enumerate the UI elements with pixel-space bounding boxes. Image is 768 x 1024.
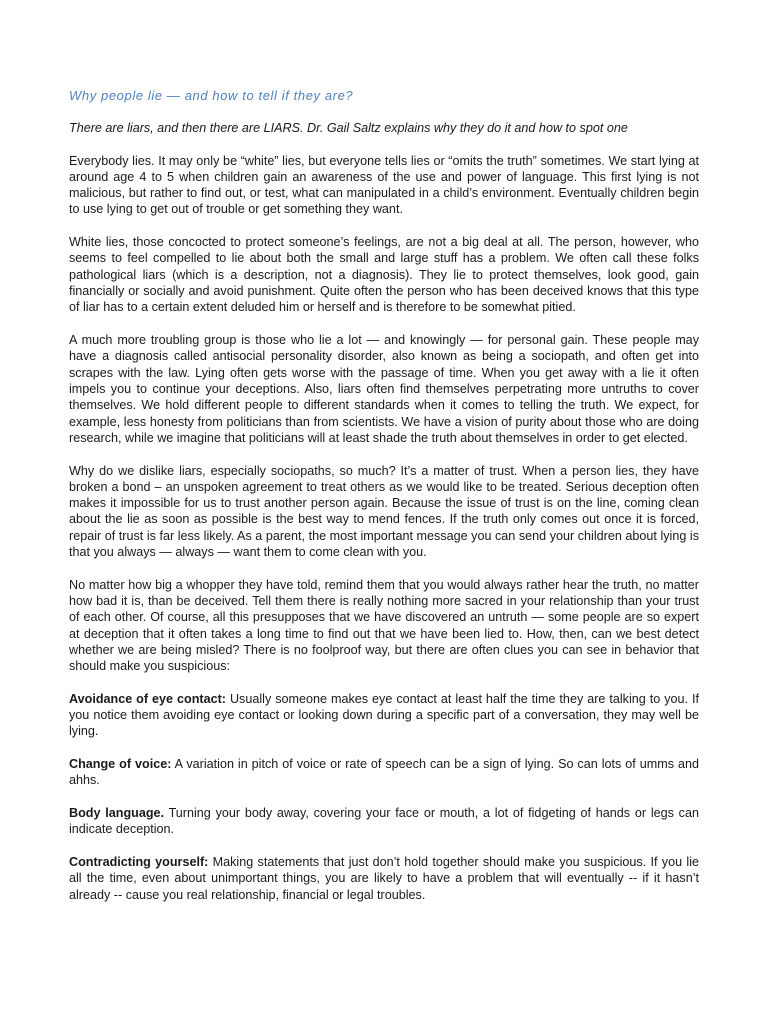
body-paragraph: White lies, those concocted to protect someone’s feelings, are not a big deal at all. The person, however, who seems to feel compelled to lie about both the small and large stuff has a problem. We often call these folks pathological liars (which is a description, not a diagnosis). They lie to protect themselves, look good, gain financially or socially and avoid punishment. Quite often the person who has been deceived knows that this type of liar has to a certain extent deluded him or herself and is therefore to be somewhat pitied. <box>69 235 699 315</box>
sign-term: Avoidance of eye contact: <box>69 691 226 706</box>
document-page <box>69 88 699 919</box>
body-paragraph: Everybody lies. It may only be “white” lies, but everyone tells lies or “omits the truth” sometimes. We start lying at around age 4 to 5 when children gain an awareness of the use and power of language. This first lying is not malicious, but rather to find out, or test, what can manipulated in a child’s environment. Eventually children begin to use lying to get out of trouble or get something they want. <box>69 153 699 217</box>
sign-paragraph <box>69 691 699 740</box>
subtitle: There are liars, and then there are LIARS. Dr. Gail Saltz explains why they do it and how to spot one <box>69 121 628 136</box>
sign-term: Change of voice: <box>69 757 172 772</box>
page-title: Why people lie — and how to tell if they are? <box>69 88 354 103</box>
sign-term: Body language. <box>69 806 165 821</box>
body-paragraph: No matter how big a whopper they have told, remind them that you would always rather hear the truth, no matter how bad it is, than be deceived. Tell them there is really nothing more sacred in your relationship than your trust of each other. Of course, all this presupposes that we have discovered an untruth — some people are so expert at deception that it often takes a long time to find out that we have been lied to. How, then, can we best detect whether we are being misled? There is no foolproof way, but there are often clues you can see in behavior that should make you suspicious: <box>69 577 699 674</box>
sign-text: Turning your body away, covering your face or mouth, a lot of fidgeting of hands or legs can indicate deception. <box>69 806 699 837</box>
sign-paragraph <box>69 854 699 903</box>
sign-term: Contradicting yourself: <box>69 855 209 870</box>
body-paragraph: Why do we dislike liars, especially sociopaths, so much? It’s a matter of trust. When a person lies, they have broken a bond – an unspoken agreement to treat others as we would like to be treated. Serious deception often makes it impossible for us to trust another person again. Because the issue of trust is on the line, coming clean about the lie as soon as possible is the best way to mend fences. If the truth only comes out once it is forced, repair of trust is far less likely. As a parent, the most important message you can send your children about lying is that you always — always — want them to come clean with you. <box>69 463 699 559</box>
body-paragraph: A much more troubling group is those who lie a lot — and knowingly — for personal gain. These people may have a diagnosis called antisocial personality disorder, also known as being a sociopath, and often get into scrapes with the law. Lying often gets worse with the passage of time. When you get away with a lie it often impels you to continue your deceptions. Also, liars often find themselves perpetrating more untruths to cover themselves. We hold different people to different standards when it comes to telling the truth. We expect, for example, less honesty from politicians than from scientists. We have a vision of purity about those who are doing research, while we imagine that politicians will at least shade the truth about themselves in order to get elected. <box>69 333 699 445</box>
sign-text: Making statements that just don’t hold together should make you suspicious. If you lie all the time, even about unimportant things, you are likely to have a problem that will eventually -- if it hasn’t already -- cause you real relationship, financial or legal troubles. <box>69 855 699 902</box>
sign-paragraph <box>69 805 699 838</box>
sign-paragraph <box>69 756 699 789</box>
sign-text: Usually someone makes eye contact at least half the time they are talking to you. If you notice them avoiding eye contact or looking down during a specific part of a conversation, they may well be lying. <box>69 691 699 739</box>
sign-text: A variation in pitch of voice or rate of speech can be a sign of lying. So can lots of umms and ahhs. <box>69 757 699 788</box>
